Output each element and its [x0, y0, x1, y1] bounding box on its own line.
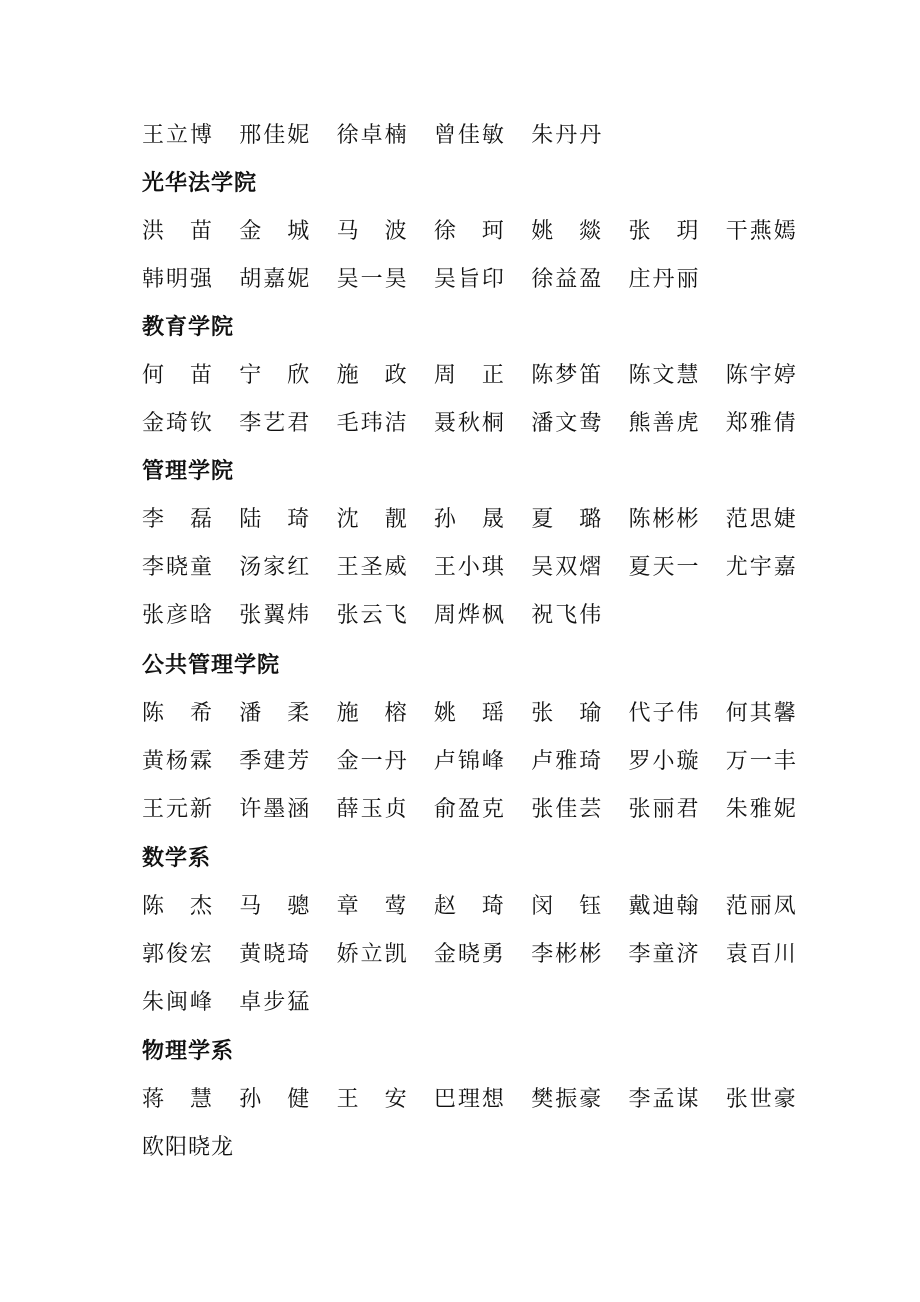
- student-name: 李童济: [628, 942, 701, 967]
- student-name: 张玥: [628, 219, 725, 244]
- student-name: 卓步猛: [239, 990, 312, 1015]
- student-name: 戴迪翰: [628, 894, 701, 919]
- student-name: 洪苗: [142, 219, 239, 244]
- student-name: 陈文慧: [628, 363, 701, 388]
- student-name: 胡嘉妮: [239, 267, 312, 292]
- section-heading: 管理学院: [142, 459, 235, 484]
- student-name: 施榕: [336, 701, 433, 726]
- student-name: 庄丹丽: [628, 267, 701, 292]
- section-heading: 公共管理学院: [142, 653, 281, 678]
- student-name: 徐益盈: [531, 267, 604, 292]
- student-name: 张云飞: [336, 603, 409, 628]
- student-name: 娇立凯: [336, 942, 409, 967]
- student-name: 季建芳: [239, 749, 312, 774]
- student-name: 韩明强: [142, 267, 215, 292]
- section-mathematics: [142, 835, 822, 1027]
- student-name: 金城: [239, 219, 336, 244]
- student-name: 毛玮洁: [336, 411, 409, 436]
- student-name: 潘柔: [239, 701, 336, 726]
- student-name: 施政: [336, 363, 433, 388]
- student-name: 郭俊宏: [142, 942, 215, 967]
- student-name: 朱丹丹: [531, 123, 604, 148]
- student-name: 王立博: [142, 123, 215, 148]
- student-name: 卢锦峰: [433, 749, 506, 774]
- student-name: 吴双熠: [531, 555, 604, 580]
- section-public-administration: [142, 642, 822, 834]
- student-name: 沈靓: [336, 507, 433, 532]
- student-name: 干燕嫣: [725, 219, 798, 244]
- student-name: 何其馨: [725, 701, 798, 726]
- student-name: 黄杨霖: [142, 749, 215, 774]
- student-name: 陈梦笛: [531, 363, 604, 388]
- name-row: [142, 544, 822, 592]
- section-management: [142, 448, 822, 640]
- student-name: 俞盈克: [433, 797, 506, 822]
- student-name: 聂秋桐: [433, 411, 506, 436]
- section-guanghua-law: [142, 160, 822, 304]
- student-name: 王圣威: [336, 555, 409, 580]
- student-name: 巴理想: [433, 1087, 506, 1112]
- student-name: 范思婕: [725, 507, 798, 532]
- student-name: 朱雅妮: [725, 797, 798, 822]
- name-row: [142, 256, 822, 304]
- student-name: 欧阳晓龙: [142, 1135, 235, 1160]
- student-name: 陈彬彬: [628, 507, 701, 532]
- section-education: [142, 304, 822, 448]
- student-name: 夏璐: [531, 507, 628, 532]
- student-name: 张佳芸: [531, 797, 604, 822]
- student-name: 汤家红: [239, 555, 312, 580]
- student-name: 陆琦: [239, 507, 336, 532]
- student-name: 薛玉贞: [336, 797, 409, 822]
- student-name: 张丽君: [628, 797, 701, 822]
- student-name: 徐珂: [433, 219, 530, 244]
- student-name: 何苗: [142, 363, 239, 388]
- student-name: 王安: [336, 1087, 433, 1112]
- student-name: 周烨枫: [433, 603, 506, 628]
- name-row: [142, 208, 822, 256]
- section-heading: 物理学系: [142, 1039, 235, 1064]
- student-name: 孙晟: [433, 507, 530, 532]
- name-row: [142, 738, 822, 786]
- name-row: [142, 112, 822, 160]
- student-name: 卢雅琦: [531, 749, 604, 774]
- student-name: 朱闽峰: [142, 990, 215, 1015]
- name-row: [142, 883, 822, 931]
- student-name: 夏天一: [628, 555, 701, 580]
- student-name: 马骢: [239, 894, 336, 919]
- student-name: 熊善虎: [628, 411, 701, 436]
- student-name: 金晓勇: [433, 942, 506, 967]
- section-heading: 光华法学院: [142, 171, 258, 196]
- name-row: [142, 400, 822, 448]
- name-row: [142, 496, 822, 544]
- student-name: 袁百川: [725, 942, 798, 967]
- student-name: 陈希: [142, 701, 239, 726]
- student-name: 赵琦: [433, 894, 530, 919]
- student-name: 姚瑶: [433, 701, 530, 726]
- student-name: 李艺君: [239, 411, 312, 436]
- student-name: 李晓童: [142, 555, 215, 580]
- student-name: 陈宇婷: [725, 363, 798, 388]
- student-name: 章莺: [336, 894, 433, 919]
- student-name: 范丽凤: [725, 894, 798, 919]
- student-name: 王小琪: [433, 555, 506, 580]
- student-name: 樊振豪: [531, 1087, 604, 1112]
- student-name: 许墨涵: [239, 797, 312, 822]
- name-row: [142, 931, 822, 979]
- student-name: 罗小璇: [628, 749, 701, 774]
- student-name: 吴一昊: [336, 267, 409, 292]
- student-name: 李彬彬: [531, 942, 604, 967]
- student-name: 孙健: [239, 1087, 336, 1112]
- student-name: 马波: [336, 219, 433, 244]
- section-heading: 教育学院: [142, 315, 235, 340]
- student-name: 代子伟: [628, 701, 701, 726]
- student-name: 徐卓楠: [336, 123, 409, 148]
- section-physics: [142, 1028, 822, 1172]
- student-name: 祝飞伟: [531, 603, 604, 628]
- name-row: [142, 1076, 822, 1124]
- student-name: 吴旨印: [433, 267, 506, 292]
- student-name: 宁欣: [239, 363, 336, 388]
- student-name: 万一丰: [725, 749, 798, 774]
- section-continued: [142, 112, 822, 160]
- student-name: 尤宇嘉: [725, 555, 798, 580]
- name-row: [142, 592, 822, 640]
- name-row: [142, 979, 822, 1027]
- name-row: [142, 352, 822, 400]
- student-name: 周正: [433, 363, 530, 388]
- student-name: 郑雅倩: [725, 411, 798, 436]
- name-row: [142, 690, 822, 738]
- student-name: 张彦晗: [142, 603, 215, 628]
- student-name: 蒋慧: [142, 1087, 239, 1112]
- student-name: 张世豪: [725, 1087, 798, 1112]
- student-name: 王元新: [142, 797, 215, 822]
- student-name: 闵钰: [531, 894, 628, 919]
- section-heading: 数学系: [142, 846, 212, 871]
- student-name: 潘文鸯: [531, 411, 604, 436]
- student-name: 姚燚: [531, 219, 628, 244]
- student-name: 李孟谋: [628, 1087, 701, 1112]
- student-name: 张瑜: [531, 701, 628, 726]
- student-name: 金琦钦: [142, 411, 215, 436]
- name-row: [142, 1124, 822, 1172]
- student-name: 李磊: [142, 507, 239, 532]
- name-row: [142, 786, 822, 834]
- student-name: 黄晓琦: [239, 942, 312, 967]
- student-name: 邢佳妮: [239, 123, 312, 148]
- student-name: 金一丹: [336, 749, 409, 774]
- student-name: 张翼炜: [239, 603, 312, 628]
- student-name: 陈杰: [142, 894, 239, 919]
- student-name: 曾佳敏: [433, 123, 506, 148]
